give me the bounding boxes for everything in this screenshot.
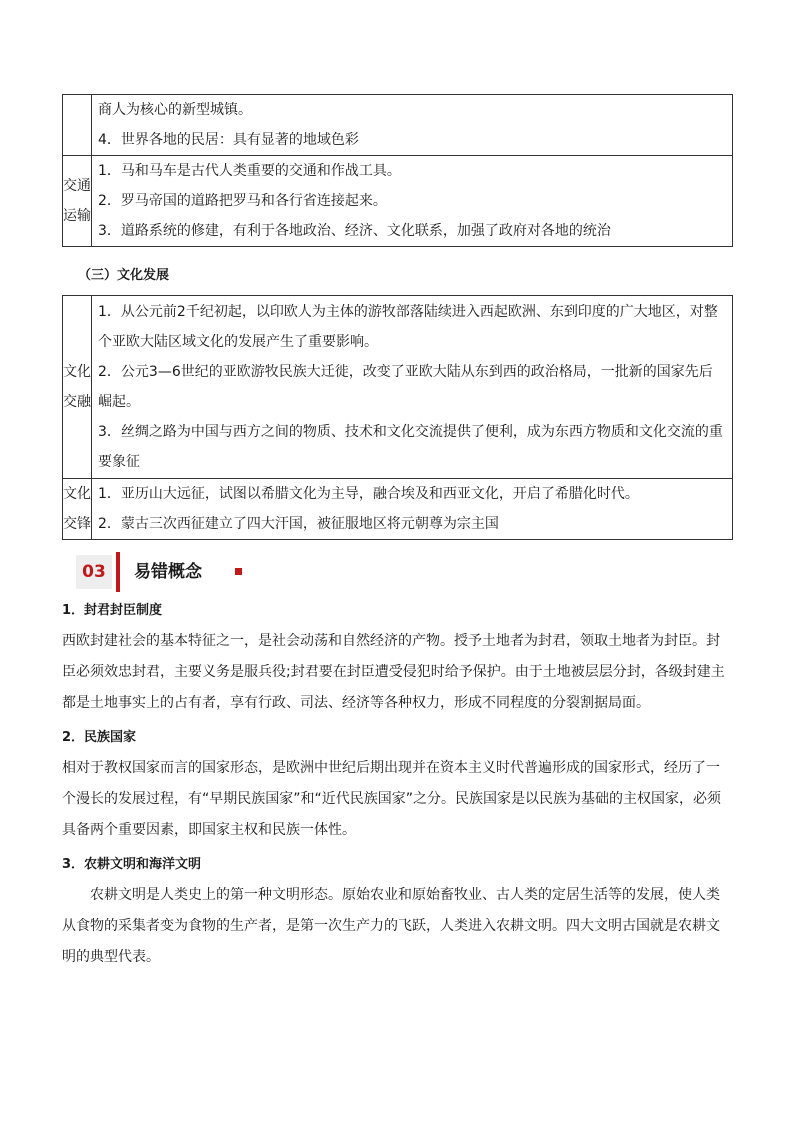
- list-item: 4．世界各地的民居：具有显著的地域色彩: [98, 132, 359, 148]
- list-item: 2．罗马帝国的道路把罗马和各行省连接起来。: [98, 193, 387, 209]
- section-title: 易错概念: [134, 562, 202, 582]
- row-header-fusion: [63, 296, 92, 479]
- row-header-line: 交融: [63, 394, 91, 410]
- row-header-line: 文化: [63, 364, 91, 380]
- concept-heading: 1．封君封臣制度: [62, 603, 163, 618]
- section-heading: （三）文化发展: [78, 268, 170, 283]
- concept-text: 相对于教权国家而言的国家形态，是欧洲中世纪后期出现并在资本主义时代普遍形成的国家形式，经历了一个漫长的发展过程，有“早期民族国家”和“近代民族国家”之分。民族国家是以民族为基础的主权国家，必须具备两个重要因素，即国家主权和民族一体性。: [62, 760, 722, 838]
- table-row: [63, 156, 733, 247]
- section-banner: [76, 552, 733, 592]
- row-header-transport: [63, 156, 92, 247]
- row-content: [92, 156, 733, 247]
- concept-text: 农耕文明是人类史上的第一种文明形态。原始农业和原始畜牧业、古人类的定居生活等的发展，使人类从食物的采集者变为食物的生产者，是第一次生产力的飞跃，人类进入农耕文明。四大文明古国就是农耕文明的典型代表。: [62, 887, 720, 965]
- page-content: [62, 94, 733, 973]
- list-item: 1．亚历山大远征，试图以希腊文化为主导，融合埃及和西亚文化，开启了希腊化时代。: [98, 486, 639, 502]
- list-item: 2．蒙古三次西征建立了四大汗国，被征服地区将元朝尊为宗主国: [98, 516, 499, 532]
- list-item: 3．丝绸之路为中国与西方之间的物质、技术和文化交流提供了便利，成为东西方物质和文化交流的重要象征: [98, 424, 723, 470]
- row-content: [92, 95, 733, 156]
- row-header-line: 文化: [63, 486, 91, 502]
- row-header-empty: [63, 95, 92, 156]
- row-header-clash: [63, 479, 92, 540]
- concept-heading: 2．民族国家: [62, 730, 137, 745]
- row-header-line: 运输: [63, 208, 91, 224]
- row-header-line: 交通: [63, 178, 91, 194]
- row-content: [92, 479, 733, 540]
- accent-square-icon: [235, 568, 242, 575]
- list-item: 1．从公元前2千纪初起，以印欧人为主体的游牧部落陆续进入西起欧洲、东到印度的广大地区，对整个亚欧大陆区域文化的发展产生了重要影响。: [98, 304, 718, 350]
- table-society-transport: [62, 94, 733, 247]
- table-row: [63, 479, 733, 540]
- table-row: [63, 95, 733, 156]
- table-row: [63, 296, 733, 479]
- concept-list: [62, 596, 733, 973]
- table-culture: [62, 295, 733, 540]
- list-item: 2．公元3—6世纪的亚欧游牧民族大迁徙，改变了亚欧大陆从东到西的政治格局，一批新的国家先后崛起。: [98, 364, 713, 410]
- row-header-line: 交锋: [63, 516, 91, 532]
- concept-text: 西欧封建社会的基本特征之一，是社会动荡和自然经济的产物。授予土地者为封君，领取土地者为封臣。封臣必须效忠封君，主要义务是服兵役;封君要在封臣遭受侵犯时给予保护。由于土地被层层分封，各级封建主都是土地事实上的占有者，享有行政、司法、经济等各种权力，形成不同程度的分裂割据局面。: [62, 633, 725, 711]
- section-number: 03: [76, 555, 112, 589]
- concept-heading: 3．农耕文明和海洋文明: [62, 857, 202, 872]
- accent-bar: [116, 552, 120, 592]
- list-item: 1．马和马车是古代人类重要的交通和作战工具。: [98, 163, 401, 179]
- list-item: 商人为核心的新型城镇。: [98, 102, 252, 118]
- list-item: 3．道路系统的修建，有利于各地政治、经济、文化联系，加强了政府对各地的统治: [98, 223, 611, 239]
- row-content: [92, 296, 733, 479]
